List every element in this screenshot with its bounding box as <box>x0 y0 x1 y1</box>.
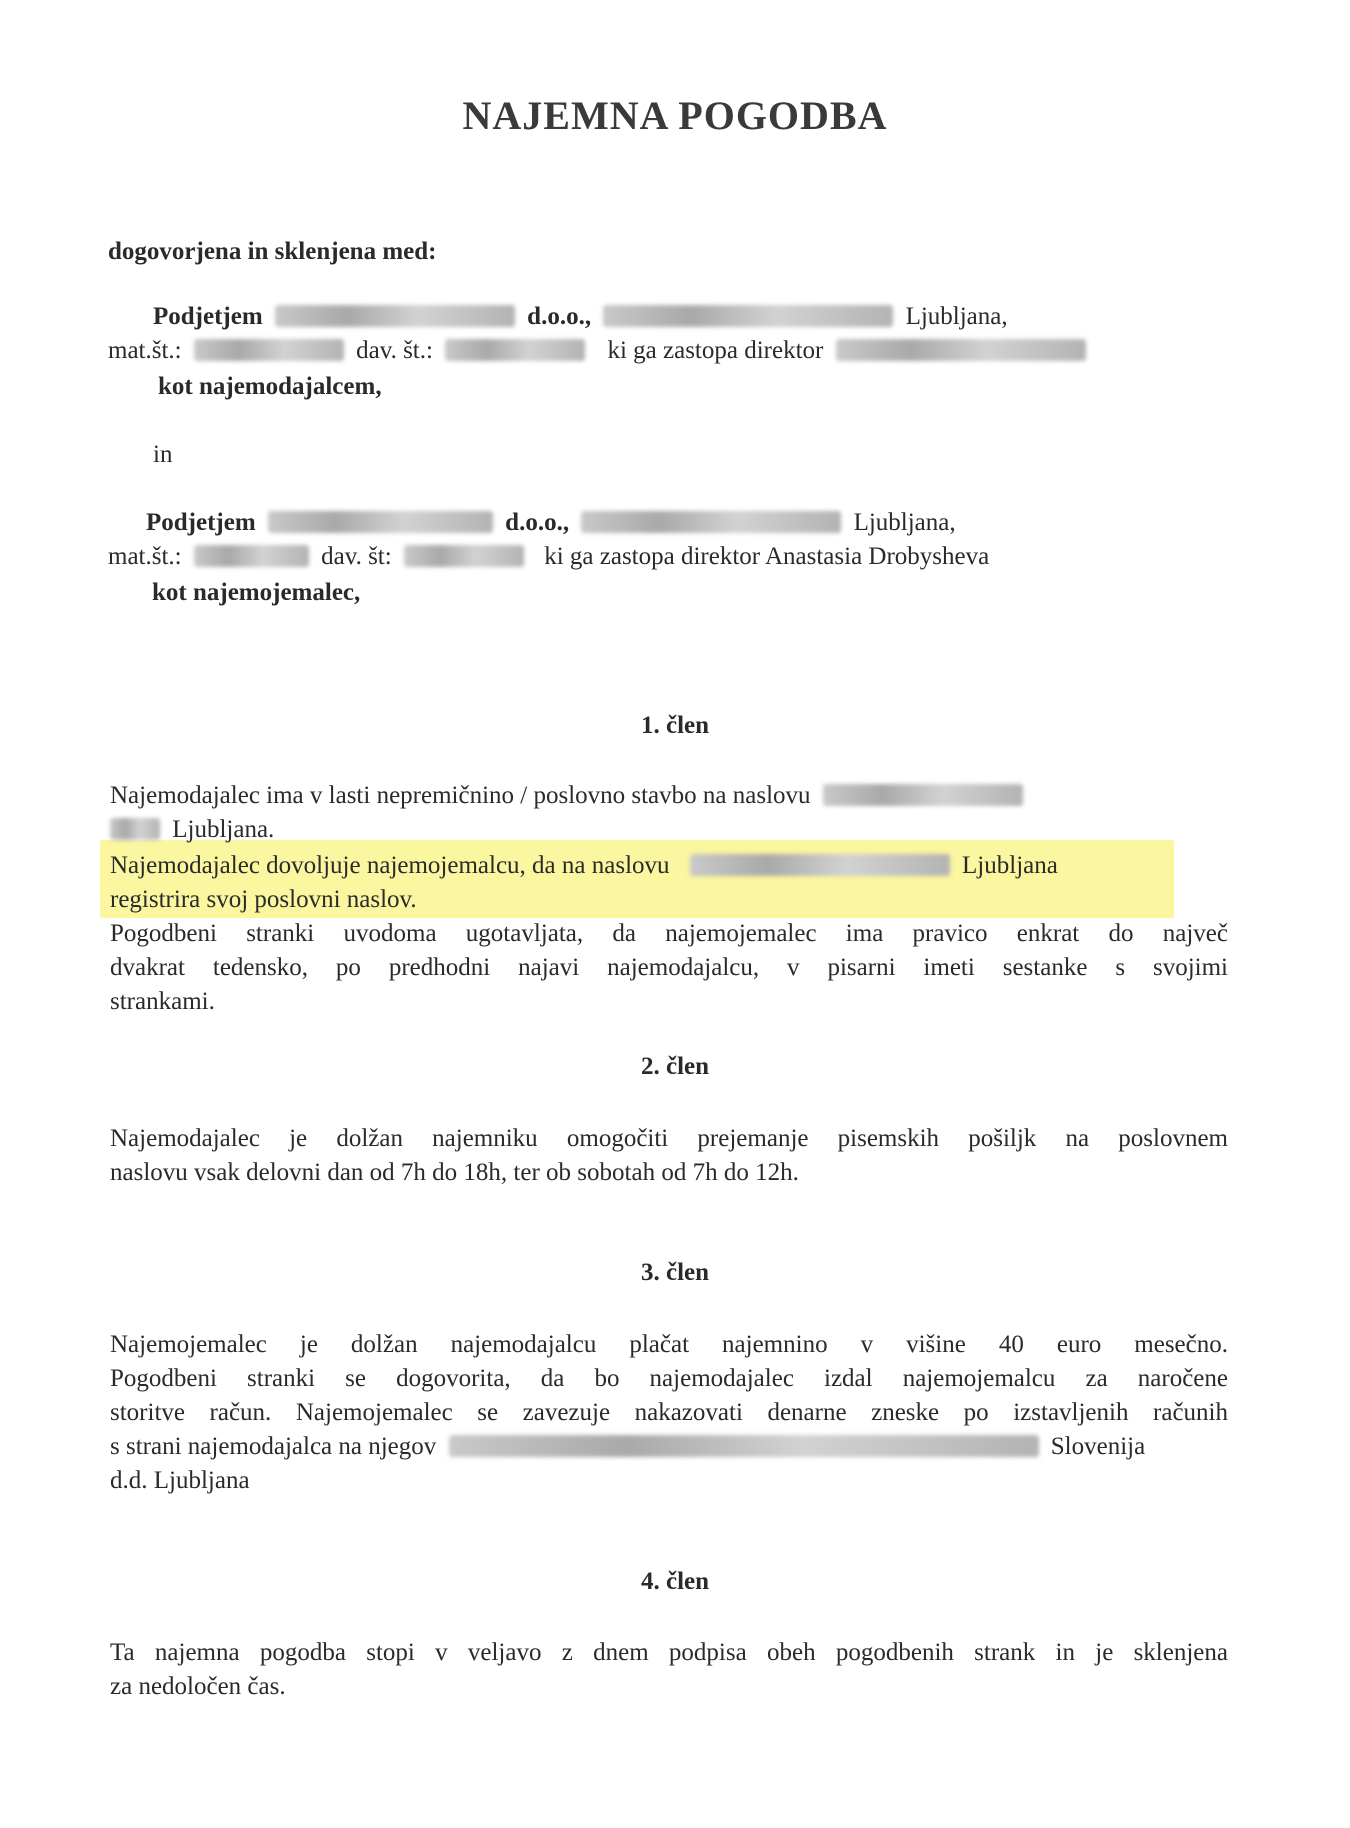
article-4-line-1: Ta najemna pogodba stopi v veljavo z dnem podpisa obeh pogodbenih strank in je sklenjena <box>110 1639 1228 1666</box>
party1-lead: Podjetjem <box>153 303 263 330</box>
party1-line1 <box>153 300 1008 334</box>
article-3-line-5: d.d. Ljubljana <box>110 1467 250 1494</box>
redacted-company-name <box>268 511 493 533</box>
party2-role: kot najemojemalec, <box>152 579 361 606</box>
party2-line2 <box>108 540 989 574</box>
party2-lead: Podjetjem <box>146 509 256 536</box>
article-3-line-1: Najemojemalec je dolžan najemodajalcu plačat najemnino v višine 40 euro mesečno. <box>110 1331 1228 1358</box>
article-4-line-2: za nedoločen čas. <box>110 1673 286 1700</box>
article-2-line-1: Najemodajalec je dolžan najemniku omogočiti prejemanje pisemskih pošiljk na poslovnem <box>110 1125 1228 1152</box>
article-3-heading: 3. člen <box>640 1259 710 1286</box>
article-1-text-3b: Ljubljana <box>962 852 1058 879</box>
article-1-line-3 <box>110 849 1058 883</box>
article-1-heading: 1. člen <box>640 712 710 739</box>
redacted-address <box>823 784 1023 806</box>
conjunction: in <box>153 441 173 468</box>
document-title: NAJEMNA POGODBA <box>462 93 888 138</box>
party1-role: kot najemodajalcem, <box>158 373 382 400</box>
article-3-text-4b: Slovenija <box>1050 1433 1146 1460</box>
redacted-address <box>603 305 893 327</box>
article-3-line-2: Pogodbeni stranki se dogovorita, da bo najemodajalec izdal najemojemalcu za naročene <box>110 1365 1228 1392</box>
party2-line1 <box>146 506 956 540</box>
article-1-text-2: Ljubljana. <box>172 816 275 843</box>
article-1-text-3a: Najemodajalec dovoljuje najemojemalcu, da na naslovu <box>110 852 670 879</box>
article-2-heading: 2. člen <box>640 1053 710 1080</box>
party2-dav-label: dav. št: <box>321 543 392 570</box>
article-1-line-1 <box>110 779 1029 813</box>
redacted-company-name <box>275 305 515 327</box>
party2-suffix: d.o.o., <box>505 509 570 536</box>
article-1-line-7: strankami. <box>110 988 215 1015</box>
party2-director-name: Anastasia Drobysheva <box>764 543 990 570</box>
article-3-text-4a: s strani najemodajalca na njegov <box>110 1433 437 1460</box>
redacted-mat-number <box>194 339 344 361</box>
article-1-line-2 <box>110 813 274 847</box>
article-3-line-4 <box>110 1430 1145 1464</box>
party2-mat-label: mat.št.: <box>108 543 182 570</box>
party1-dav-label: dav. št.: <box>356 337 433 364</box>
article-3-paragraph <box>110 1328 1228 1430</box>
party1-line2 <box>108 334 1092 368</box>
article-4-paragraph <box>110 1636 1228 1704</box>
redacted-tax-number <box>404 545 524 567</box>
article-3-line-3: storitve račun. Najemojemalec se zavezuje nakazovati denarne zneske po izstavljenih računih <box>110 1399 1228 1426</box>
party1-suffix: d.o.o., <box>527 303 592 330</box>
redacted-address <box>581 511 841 533</box>
article-4-heading: 4. člen <box>640 1568 710 1595</box>
intro-line: dogovorjena in sklenjena med: <box>108 238 437 265</box>
party2-city: Ljubljana, <box>853 509 956 536</box>
party1-director-label: ki ga zastopa direktor <box>607 337 824 364</box>
redacted-tax-number <box>445 339 585 361</box>
redacted-bank-account <box>449 1435 1039 1457</box>
article-1-line-4: registrira svoj poslovni naslov. <box>110 886 417 913</box>
redacted-address <box>690 854 950 876</box>
article-2-paragraph <box>110 1122 1228 1190</box>
party1-mat-label: mat.št.: <box>108 337 182 364</box>
redacted-mat-number <box>194 545 309 567</box>
article-1-line-5: Pogodbeni stranki uvodoma ugotavljata, da najemojemalec ima pravico enkrat do največ <box>110 920 1228 947</box>
article-1-paragraph <box>110 917 1228 1019</box>
redacted-director-name <box>836 339 1086 361</box>
party2-director-label: ki ga zastopa direktor <box>544 543 761 570</box>
party1-city: Ljubljana, <box>905 303 1008 330</box>
article-1-line-6: dvakrat tedensko, po predhodni najavi najemodajalcu, v pisarni imeti sestanke s svojimi <box>110 954 1228 981</box>
redacted-postcode <box>110 818 160 840</box>
article-2-line-2: naslovu vsak delovni dan od 7h do 18h, ter ob sobotah od 7h do 12h. <box>110 1159 799 1186</box>
article-1-text-1: Najemodajalec ima v lasti nepremičnino / poslovno stavbo na naslovu <box>110 782 811 809</box>
